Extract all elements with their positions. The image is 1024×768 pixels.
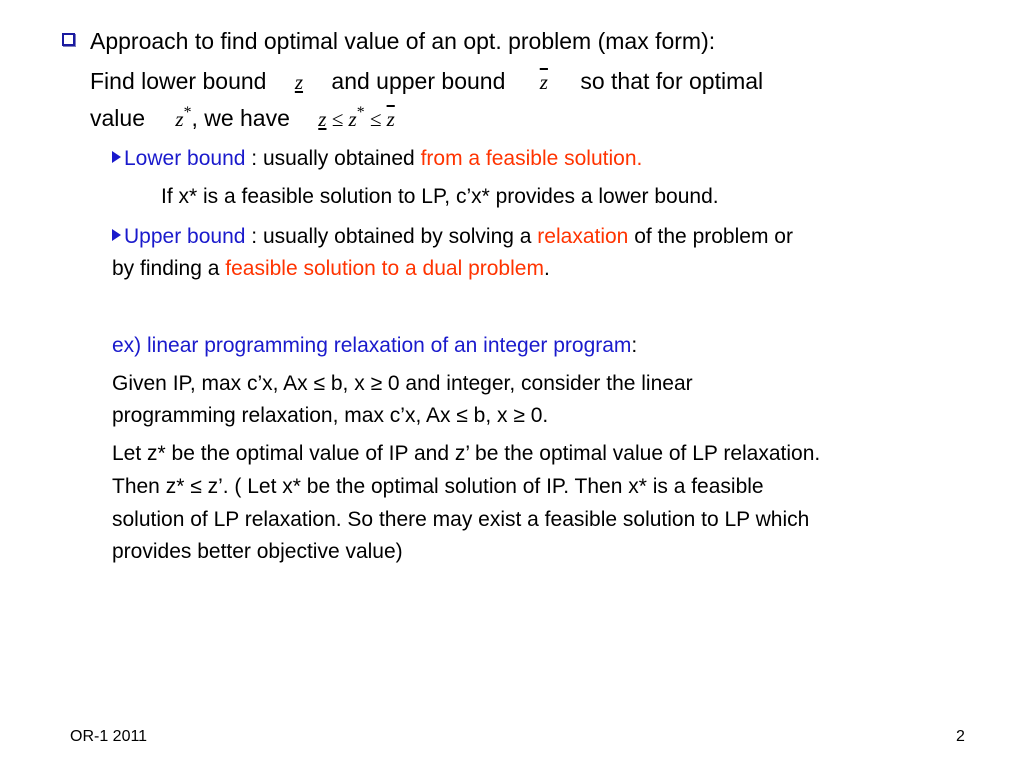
intro-line-2 — [90, 104, 395, 131]
lower-bound-item — [112, 148, 642, 169]
intro-we-have: , we have — [191, 105, 290, 131]
lower-bound-detail: If x* is a feasible solution to LP, c’x* provides a lower bound. — [161, 185, 719, 208]
lower-bound-symbol: z — [294, 70, 304, 94]
footer-course-label: OR-1 2011 — [70, 728, 148, 745]
lower-bound-red-text: from a feasible solution. — [420, 147, 643, 170]
slide-heading: Approach to find optimal value of an opt. problem (max form): — [90, 28, 716, 54]
arrow-bullet-icon — [112, 151, 121, 163]
example-p2-line4: provides better objective value) — [112, 540, 403, 563]
upper-period: . — [543, 257, 550, 280]
intro-line-1 — [90, 70, 763, 93]
intro-lower-text: Find lower bound — [90, 68, 267, 94]
optimal-value-symbol: z* — [175, 104, 192, 131]
checkbox-bullet-icon — [62, 33, 75, 46]
example-colon: : — [631, 334, 638, 357]
upper-bound-line-2 — [112, 258, 550, 279]
example-p2-line3: solution of LP relaxation. So there may exist a feasible solution to LP which — [112, 508, 810, 531]
upper-bound-after-relaxation: of the problem or — [628, 225, 793, 248]
upper-bound-symbol: $\overline{z}$ — [539, 70, 548, 94]
example-p1-line1: Given IP, max c’x, Ax ≤ b, x ≥ 0 and integer, consider the linear — [112, 372, 693, 395]
intro-value-word: value — [90, 105, 145, 131]
footer-page-number: 2 — [956, 728, 965, 745]
lower-bound-colon-text: : usually obtained — [245, 147, 421, 170]
arrow-bullet-icon — [112, 229, 121, 241]
lower-bound-label: Lower bound — [124, 147, 246, 170]
example-p2-line2: Then z* ≤ z’. ( Let x* be the optimal solution of IP. Then x* is a feasible — [112, 475, 764, 498]
example-title: ex) linear programming relaxation of an integer program — [112, 334, 632, 357]
example-p2-line1: Let z* be the optimal value of IP and z’ be the optimal value of LP relaxation. — [112, 442, 821, 465]
example-p1-line2: programming relaxation, max c’x, Ax ≤ b, x ≥ 0. — [112, 404, 549, 427]
example-title-line — [112, 335, 637, 356]
upper-bound-item — [112, 226, 793, 247]
upper-bound-colon-text: : usually obtained by solving a — [245, 225, 538, 248]
upper-line2-pre: by finding a — [112, 257, 226, 280]
upper-bound-label: Upper bound — [124, 225, 246, 248]
upper-dual-text: feasible solution to a dual problem — [225, 257, 544, 280]
intro-so-that: so that for optimal — [580, 68, 764, 94]
upper-bound-relaxation: relaxation — [537, 225, 629, 248]
intro-upper-text: and upper bound — [331, 68, 506, 94]
bound-inequality: $z \le z^* \le \overline{z}$ — [318, 104, 395, 131]
